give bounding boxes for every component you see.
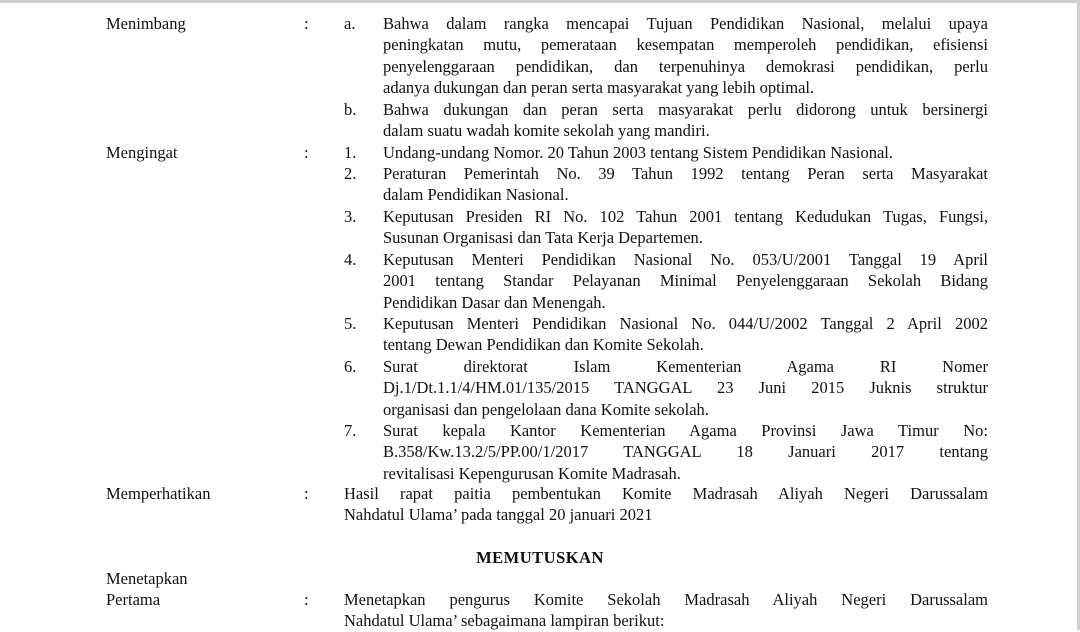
menimbang-colon: : [304, 14, 309, 33]
text-line: revitalisasi Kepengurusan Komite Madrasah. [383, 463, 681, 483]
text-line: peningkatan mutu, pemerataan kesempatan memperoleh pendidikan, efisiensi [383, 35, 988, 55]
text-line: adanya dukungan dan peran serta masyarakat yang lebih optimal. [383, 77, 815, 97]
text-line: Surat kepala Kantor Kementerian Agama Provinsi Jawa Timur No: [383, 421, 988, 440]
text-line: dalam suatu wadah komite sekolah yang mandiri. [383, 121, 710, 141]
list-number: 3. [344, 207, 357, 226]
pertama-text [344, 589, 988, 632]
list-number: b. [344, 100, 357, 119]
list-number: 2. [344, 164, 357, 183]
memutuskan-heading: MEMUTUSKAN [476, 548, 604, 567]
text-line: dalam Pendidikan Nasional. [383, 185, 569, 205]
text-line: Nahdatul Ulama’ pada tanggal 20 januari 2021 [344, 505, 653, 525]
mengingat-label: Mengingat [106, 143, 178, 162]
memperhatikan-colon: : [304, 484, 309, 503]
text-line: Bahwa dukungan dan peran serta masyarakat perlu didorong untuk bersinergi [383, 100, 988, 119]
list-item-text [383, 206, 988, 249]
pertama-colon: : [304, 590, 309, 609]
list-item-text [383, 356, 988, 420]
list-number: 5. [344, 314, 357, 333]
text-line: Susunan Organisasi dan Tata Kerja Departemen. [383, 228, 703, 248]
text-line: tentang Dewan Pendidikan dan Komite Sekolah. [383, 335, 704, 355]
text-line: Pendidikan Dasar dan Menengah. [383, 292, 606, 312]
text-line: Keputusan Menteri Pendidikan Nasional No. 053/U/2001 Tanggal 19 April [383, 250, 988, 269]
text-line: B.358/Kw.13.2/5/PP.00/1/2017 TANGGAL 18 Januari 2017 tentang [383, 442, 988, 462]
text-line: Undang-undang Nomor. 20 Tahun 2003 tentang Sistem Pendidikan Nasional. [383, 143, 893, 162]
text-line: organisasi dan pengelolaan dana Komite sekolah. [383, 399, 709, 419]
text-line: 2001 tentang Standar Pelayanan Minimal Penyelenggaraan Sekolah Bidang [383, 271, 988, 291]
menetapkan-label: Menetapkan [106, 569, 188, 588]
list-item-text [383, 142, 988, 163]
memperhatikan-label: Memperhatikan [106, 484, 211, 503]
mengingat-colon: : [304, 143, 309, 162]
text-line: Peraturan Pemerintah No. 39 Tahun 1992 tentang Peran serta Masyarakat [383, 164, 988, 183]
list-number: a. [344, 14, 356, 33]
list-item-text [383, 249, 988, 313]
text-line: Keputusan Presiden RI No. 102 Tahun 2001 tentang Kedudukan Tugas, Fungsi, [383, 207, 988, 226]
text-line: Hasil rapat paitia pembentukan Komite Madrasah Aliyah Negeri Darussalam [344, 484, 988, 503]
text-line: Menetapkan pengurus Komite Sekolah Madrasah Aliyah Negeri Darussalam [344, 590, 988, 609]
list-number: 4. [344, 250, 357, 269]
list-item-text [383, 163, 988, 206]
list-item-text [383, 99, 988, 142]
text-line: Surat direktorat Islam Kementerian Agama RI Nomer [383, 357, 988, 376]
list-number: 6. [344, 357, 357, 376]
text-line: Dj.1/Dt.1.1/4/HM.01/135/2015 TANGGAL 23 Juni 2015 Juknis struktur [383, 378, 988, 398]
list-number: 1. [344, 143, 357, 162]
memperhatikan-text [344, 483, 988, 526]
list-number: 7. [344, 421, 357, 440]
text-line: penyelenggaraan pendidikan, dan terpenuhinya demokrasi pendidikan, perlu [383, 56, 988, 76]
list-item-text [383, 420, 988, 484]
pertama-label: Pertama [106, 590, 161, 609]
text-line: Bahwa dalam rangka mencapai Tujuan Pendidikan Nasional, melalui upaya [383, 14, 988, 33]
list-item-text [383, 13, 988, 98]
text-line: Keputusan Menteri Pendidikan Nasional No. 044/U/2002 Tanggal 2 April 2002 [383, 314, 988, 333]
list-item-text [383, 313, 988, 356]
menimbang-label: Menimbang [106, 14, 186, 33]
text-line: Nahdatul Ulama’ sebagaimana lampiran berikut: [344, 611, 665, 631]
